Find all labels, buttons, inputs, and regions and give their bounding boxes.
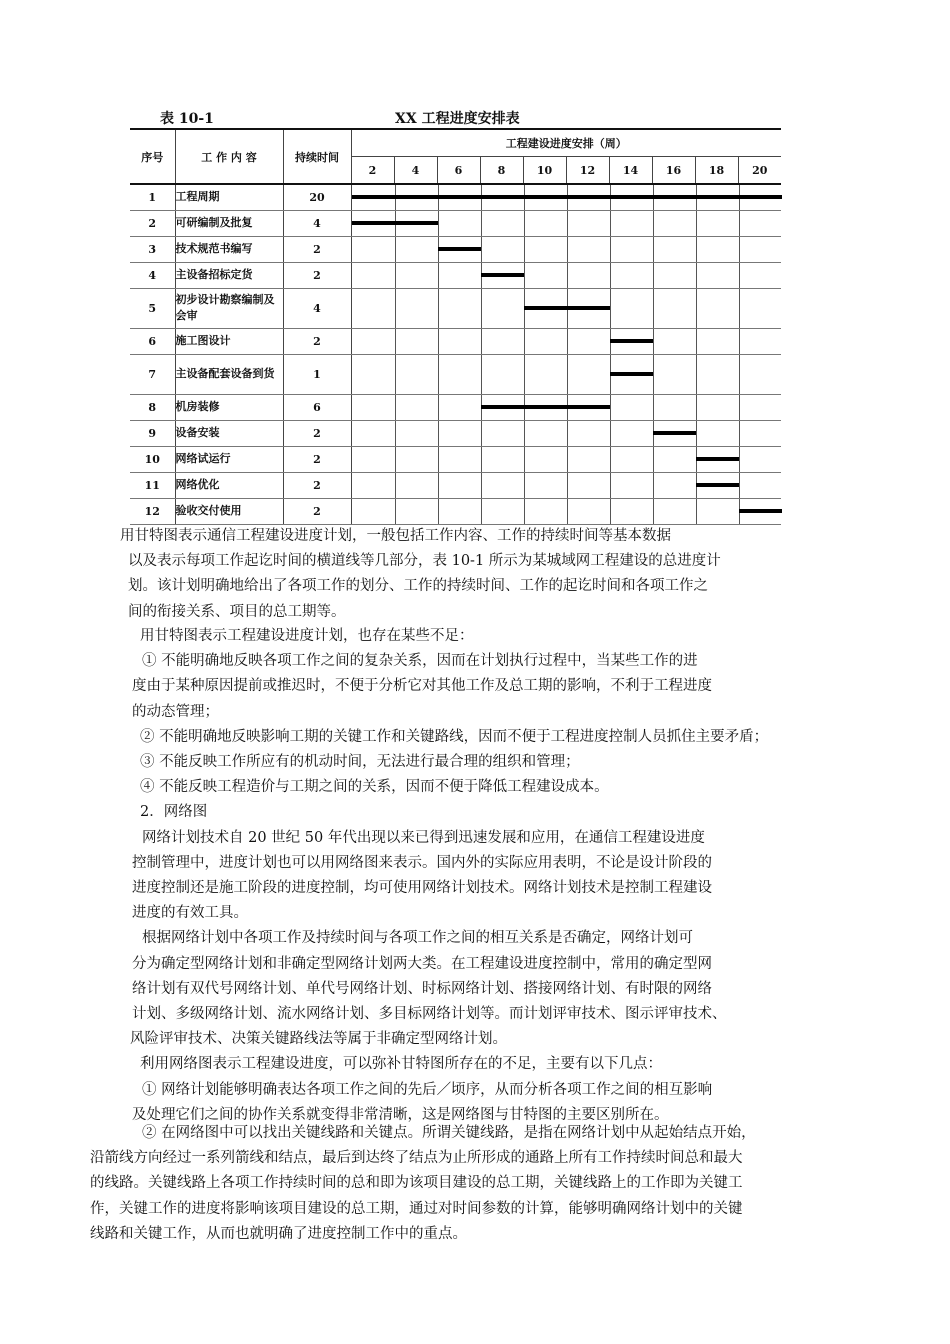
row-duration: 2	[283, 472, 351, 498]
row-task-name: 网络优化	[175, 472, 283, 498]
grid-line	[524, 421, 525, 446]
text-line: 2．网络图	[140, 804, 208, 821]
table-row	[130, 420, 781, 446]
text-line: ④ 不能反映工程造价与工期之间的关系，因而不便于降低工程建设成本。	[140, 779, 609, 796]
grid-line	[653, 395, 654, 420]
gantt-bar	[610, 372, 653, 376]
grid-line	[696, 329, 697, 354]
row-seq: 8	[130, 394, 175, 420]
row-timeline	[351, 354, 781, 394]
text-line: 风险评审技术、决策关键路线法等属于非确定型网络计划。	[130, 1031, 507, 1048]
grid-line	[739, 329, 740, 354]
table-row	[130, 210, 781, 236]
grid-line	[653, 211, 654, 236]
table-row	[130, 472, 781, 498]
row-task-name: 网络试运行	[175, 446, 283, 472]
grid-line	[524, 329, 525, 354]
grid-line	[395, 447, 396, 472]
gantt-bar	[524, 306, 610, 310]
grid-line	[696, 395, 697, 420]
grid-line	[610, 263, 611, 288]
grid-line	[567, 263, 568, 288]
grid-line	[524, 473, 525, 498]
text-line: 根据网络计划中各项工作及持续时间与各项工作之间的相互关系是否确定，网络计划可	[142, 930, 693, 947]
grid-line	[438, 263, 439, 288]
table-row	[130, 328, 781, 354]
text-line: ① 不能明确地反映各项工作之间的复杂关系，因而在计划执行过程中，当某些工作的进	[142, 653, 698, 670]
row-duration: 6	[283, 394, 351, 420]
grid-line	[739, 263, 740, 288]
gantt-bar	[653, 431, 696, 435]
grid-line	[481, 211, 482, 236]
body-text	[130, 624, 768, 1128]
week-label: 6	[437, 157, 480, 185]
row-duration: 2	[283, 236, 351, 262]
table-row	[130, 354, 781, 394]
text-line: 计划、多级网络计划、流水网络计划、多目标网络计划等。而计划评审技术、图示评审技术、	[132, 1006, 727, 1023]
text-line: 进度控制还是施工阶段的进度控制，均可使用网络计划技术。网络计划技术是控制工程建设	[132, 880, 712, 897]
gantt-bar	[481, 273, 524, 277]
text-line: ① 网络计划能够明确表达各项工作之间的先后／顷序，从而分析各项工作之间的相互影响	[142, 1081, 713, 1098]
grid-line	[438, 211, 439, 236]
row-task-name: 施工图设计	[175, 328, 283, 354]
grid-line	[567, 237, 568, 262]
row-timeline	[351, 472, 781, 498]
grid-line	[696, 499, 697, 524]
gantt-bar	[696, 457, 739, 461]
row-task-name: 设备安装	[175, 420, 283, 446]
table-row	[130, 394, 781, 420]
week-label: 18	[695, 157, 738, 185]
closing-paragraph	[90, 1121, 756, 1247]
grid-line	[395, 263, 396, 288]
grid-line	[567, 499, 568, 524]
grid-line	[610, 237, 611, 262]
gantt-bar	[438, 247, 481, 251]
row-task-name: 初步设计勘察编制及会审	[175, 288, 283, 328]
text-line: 线路和关键工作，从而也就明确了进度控制工作中的重点。	[90, 1225, 467, 1242]
grid-line	[653, 473, 654, 498]
row-timeline	[351, 184, 781, 210]
gantt-bar	[352, 195, 782, 199]
grid-line	[481, 289, 482, 328]
grid-line	[438, 329, 439, 354]
text-line: ③ 不能反映工作所应有的机动时间，无法进行最合理的组织和管理；	[140, 754, 580, 771]
row-seq: 6	[130, 328, 175, 354]
week-label: 2	[351, 157, 394, 185]
row-seq: 11	[130, 472, 175, 498]
text-line: 利用网络图表示工程建设进度，可以弥补甘特图所存在的不足，主要有以下几点：	[140, 1056, 662, 1073]
week-label: 10	[523, 157, 566, 185]
grid-line	[438, 499, 439, 524]
row-duration: 2	[283, 262, 351, 288]
grid-line	[610, 211, 611, 236]
grid-line	[524, 263, 525, 288]
grid-line	[653, 447, 654, 472]
text-line: 间的衔接关系、项目的总工期等。	[128, 603, 346, 620]
row-seq: 12	[130, 498, 175, 524]
grid-line	[567, 447, 568, 472]
header-content: 工 作 内 容	[175, 129, 283, 184]
table-row	[130, 262, 781, 288]
grid-line	[438, 289, 439, 328]
text-line: 控制管理中，进度计划也可以用网络图来表示。国内外的实际应用表明，不论是设计阶段的	[132, 854, 712, 871]
text-line: 的动态管理；	[132, 703, 219, 720]
intro-paragraph	[120, 524, 721, 625]
row-timeline	[351, 262, 781, 288]
grid-line	[567, 473, 568, 498]
week-label: 20	[738, 157, 781, 185]
table-row	[130, 184, 781, 210]
grid-line	[395, 473, 396, 498]
grid-line	[567, 421, 568, 446]
grid-line	[739, 395, 740, 420]
row-timeline	[351, 210, 781, 236]
grid-line	[653, 499, 654, 524]
gantt-table	[130, 128, 781, 525]
grid-line	[739, 447, 740, 472]
week-label: 14	[609, 157, 652, 185]
grid-line	[610, 499, 611, 524]
row-seq: 1	[130, 184, 175, 210]
table-title: XX 工程进度安排表	[395, 111, 520, 127]
grid-line	[653, 263, 654, 288]
row-task-name: 工程周期	[175, 184, 283, 210]
grid-line	[653, 289, 654, 328]
table-row	[130, 446, 781, 472]
week-label: 8	[480, 157, 523, 185]
week-label: 12	[566, 157, 609, 185]
row-duration: 4	[283, 288, 351, 328]
grid-line	[696, 211, 697, 236]
gantt-bar	[739, 509, 782, 513]
grid-line	[481, 473, 482, 498]
grid-line	[481, 421, 482, 446]
grid-line	[438, 395, 439, 420]
grid-line	[696, 421, 697, 446]
text-line: 划。该计划明确地给出了各项工作的划分、工作的持续时间、工作的起讫时间和各项工作之	[128, 578, 708, 595]
grid-line	[524, 499, 525, 524]
grid-line	[481, 499, 482, 524]
row-duration: 1	[283, 354, 351, 394]
header-duration: 持续时间	[283, 129, 351, 184]
grid-line	[696, 289, 697, 328]
grid-line	[696, 237, 697, 262]
grid-line	[739, 355, 740, 394]
grid-line	[524, 211, 525, 236]
row-duration: 2	[283, 498, 351, 524]
grid-line	[524, 447, 525, 472]
text-line: 络计划有双代号网络计划、单代号网络计划、时标网络计划、搭接网络计划、有时限的网络	[132, 980, 712, 997]
text-line: 以及表示每项工作起讫时间的横道线等几部分，表 10-1 所示为某城域网工程建设的总进度计	[128, 553, 721, 570]
text-line: 用甘特图表示工程建设进度计划，也存在某些不足：	[140, 628, 474, 644]
grid-line	[395, 237, 396, 262]
grid-line	[567, 329, 568, 354]
row-timeline	[351, 498, 781, 524]
text-line: 沿箭线方向经过一系列箭线和结点，最后到达终了结点为止所形成的通路上所有工作持续时间总和最大	[90, 1150, 743, 1167]
row-timeline	[351, 394, 781, 420]
grid-line	[567, 211, 568, 236]
text-line: 作，关键工作的进度将影响该项目建设的总工期，通过对时间参数的计算，能够明确网络计划中的关键	[90, 1200, 743, 1217]
grid-line	[524, 237, 525, 262]
row-task-name: 技术规范书编写	[175, 236, 283, 262]
gantt-bar	[352, 221, 438, 225]
grid-line	[481, 355, 482, 394]
row-timeline	[351, 288, 781, 328]
text-line: 分为确定型网络计划和非确定型网络计划两大类。在工程建设进度控制中，常用的确定型网	[132, 955, 712, 972]
grid-line	[610, 447, 611, 472]
row-duration: 2	[283, 420, 351, 446]
grid-line	[481, 447, 482, 472]
grid-line	[739, 421, 740, 446]
grid-line	[395, 395, 396, 420]
grid-line	[438, 473, 439, 498]
grid-line	[696, 263, 697, 288]
text-line: ② 不能明确地反映影响工期的关键工作和关键路线，因而不便于工程进度控制人员抓住主要矛盾；	[140, 728, 769, 745]
grid-line	[438, 421, 439, 446]
grid-line	[481, 237, 482, 262]
text-line: 用甘特图表示通信工程建设进度计划，一般包括工作内容、工作的持续时间等基本数据	[120, 528, 671, 544]
grid-line	[610, 289, 611, 328]
row-timeline	[351, 236, 781, 262]
week-label: 4	[394, 157, 437, 185]
row-task-name: 主设备招标定货	[175, 262, 283, 288]
table-row	[130, 288, 781, 328]
row-duration: 4	[283, 210, 351, 236]
header-progress: 工程建设进度安排（周）	[351, 129, 781, 157]
text-line: 度由于某种原因提前或推迟时，不便于分析它对其他工作及总工期的影响，不利于工程进度	[132, 678, 712, 695]
header-seq: 序号	[130, 129, 175, 184]
grid-line	[438, 447, 439, 472]
row-seq: 9	[130, 420, 175, 446]
table-row	[130, 498, 781, 524]
grid-line	[481, 329, 482, 354]
row-duration: 2	[283, 328, 351, 354]
grid-line	[438, 355, 439, 394]
row-duration: 20	[283, 184, 351, 210]
grid-line	[395, 329, 396, 354]
row-seq: 7	[130, 354, 175, 394]
gantt-bar	[481, 405, 610, 409]
row-timeline	[351, 446, 781, 472]
row-seq: 3	[130, 236, 175, 262]
row-task-name: 主设备配套设备到货	[175, 354, 283, 394]
grid-line	[395, 289, 396, 328]
row-task-name: 可研编制及批复	[175, 210, 283, 236]
row-seq: 4	[130, 262, 175, 288]
text-line: 及处理它们之间的协作关系就变得非常清晰，这是网络图与甘特图的主要区别所在。	[132, 1106, 669, 1123]
grid-line	[395, 355, 396, 394]
grid-line	[610, 421, 611, 446]
row-task-name: 验收交付使用	[175, 498, 283, 524]
week-label: 16	[652, 157, 695, 185]
table-number: 表 10-1	[160, 111, 214, 127]
grid-line	[524, 355, 525, 394]
grid-line	[653, 237, 654, 262]
gantt-bar	[610, 339, 653, 343]
table-row	[130, 236, 781, 262]
row-seq: 10	[130, 446, 175, 472]
grid-line	[567, 355, 568, 394]
text-line: 网络计划技术自 20 世纪 50 年代出现以来已得到迅速发展和应用，在通信工程建设进度	[142, 829, 705, 846]
grid-line	[739, 237, 740, 262]
row-timeline	[351, 328, 781, 354]
text-line: 的线路。关键线路上各项工作持续时间的总和即为该项目建设的总工期，关键线路上的工作即为关键工	[90, 1175, 743, 1192]
row-timeline	[351, 420, 781, 446]
grid-line	[395, 421, 396, 446]
grid-line	[653, 329, 654, 354]
row-duration: 2	[283, 446, 351, 472]
grid-line	[610, 473, 611, 498]
grid-line	[739, 211, 740, 236]
text-line: ② 在网络图中可以找出关键线路和关键点。所谓关键线路，是指在网络计划中从起始结点开始，	[142, 1125, 756, 1141]
grid-line	[739, 473, 740, 498]
row-task-name: 机房装修	[175, 394, 283, 420]
grid-line	[739, 289, 740, 328]
grid-line	[696, 355, 697, 394]
gantt-bar	[696, 483, 739, 487]
row-seq: 5	[130, 288, 175, 328]
row-seq: 2	[130, 210, 175, 236]
grid-line	[395, 499, 396, 524]
text-line: 进度的有效工具。	[132, 905, 248, 922]
grid-line	[653, 355, 654, 394]
grid-line	[610, 395, 611, 420]
